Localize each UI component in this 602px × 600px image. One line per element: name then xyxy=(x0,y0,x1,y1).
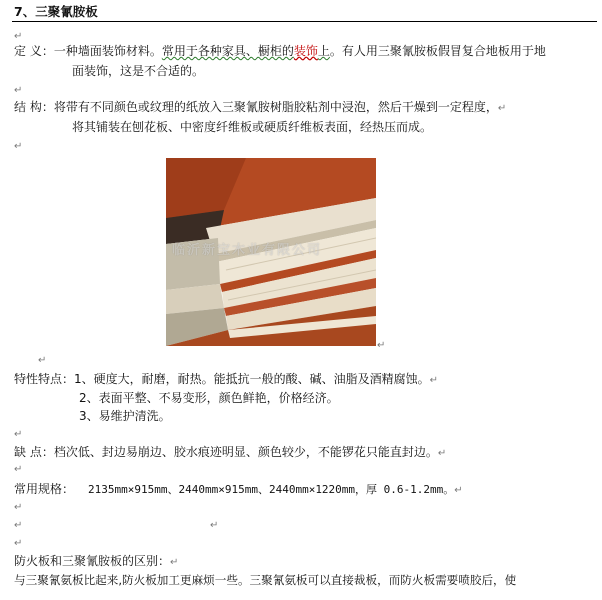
definition-label: 定 义： xyxy=(14,44,54,58)
specs-text: 2135mm×915mm、2440mm×915mm、2440mm×1220mm，厚 0.6-1.2mm。 xyxy=(88,483,455,496)
board-photo xyxy=(166,158,376,346)
paragraph-mark: ↵ xyxy=(210,520,219,531)
paragraph-mark: ↵ xyxy=(14,85,23,96)
drawbacks-line xyxy=(14,443,446,463)
paragraph-mark: ↵ xyxy=(14,502,23,513)
definition-line-2: 面装饰，这是不合适的。 xyxy=(72,64,205,78)
paragraph-mark: ↵ xyxy=(429,375,439,386)
structure-label: 结 构： xyxy=(14,100,54,114)
feature-item: 1、硬度大，耐磨，耐热。能抵抗一般的酸、碱、油脂及酒精腐蚀。 xyxy=(74,372,430,386)
definition-line-1 xyxy=(14,42,546,60)
paragraph-mark: ↵ xyxy=(14,31,23,42)
definition-text-d: 上 xyxy=(317,44,330,58)
comparison-heading xyxy=(14,552,178,572)
section-heading: 7、三聚氰胺板 xyxy=(14,4,98,19)
paragraph-mark: ↵ xyxy=(170,557,179,568)
paragraph-mark: ↵ xyxy=(454,485,463,496)
specs-label: 常用规格： xyxy=(14,482,75,496)
photo-watermark: 临沂新宝木业有限公司 xyxy=(172,243,323,258)
paragraph-mark: ↵ xyxy=(377,340,386,351)
paragraph-mark: ↵ xyxy=(497,103,507,114)
definition-text-c: 装饰 xyxy=(293,44,318,58)
paragraph-mark: ↵ xyxy=(14,538,23,549)
comparison-text: 与三聚氰氨板比起来,防火板加工更麻烦一些。三聚氰氨板可以直接裁板，而防火板需要喷胶后，使 xyxy=(14,573,517,587)
paragraph-mark: ↵ xyxy=(14,464,23,475)
definition-text-b: 常用于各种家具、橱柜的 xyxy=(161,44,294,58)
feature-item: 3、易维护清洗。 xyxy=(79,409,171,423)
definition-text-a: 一种墙面装饰材料。 xyxy=(53,44,162,58)
paragraph-mark: ↵ xyxy=(437,448,447,459)
specs-line xyxy=(14,480,463,500)
paragraph-mark: ↵ xyxy=(14,520,23,531)
drawbacks-text: 档次低、封边易崩边、胶水痕迹明显、颜色较少，不能锣花只能直封边。 xyxy=(53,445,438,459)
structure-text-1: 将带有不同颜色或纹理的纸放入三聚氰胺树脂胶粘剂中浸泡，然后干燥到一定程度， xyxy=(53,100,498,114)
comparison-heading-text: 防火板和三聚氰胺板的区别： xyxy=(14,554,171,568)
structure-line-1 xyxy=(14,98,506,118)
structure-line-2: 将其铺装在刨花板、中密度纤维板或硬质纤维板表面，经热压而成。 xyxy=(72,120,433,134)
drawbacks-label: 缺 点： xyxy=(14,445,54,459)
paragraph-mark: ↵ xyxy=(38,355,47,366)
feature-item: 2、表面平整、不易变形，颜色鲜艳，价格经济。 xyxy=(79,391,339,405)
features-line-1 xyxy=(14,370,438,390)
heading-underline xyxy=(12,21,597,22)
definition-text-e: 。有人用三聚氰胺板假冒复合地板用于地 xyxy=(329,44,546,58)
features-label: 特性特点： xyxy=(14,372,75,386)
paragraph-mark: ↵ xyxy=(14,141,23,152)
paragraph-mark: ↵ xyxy=(14,429,23,440)
